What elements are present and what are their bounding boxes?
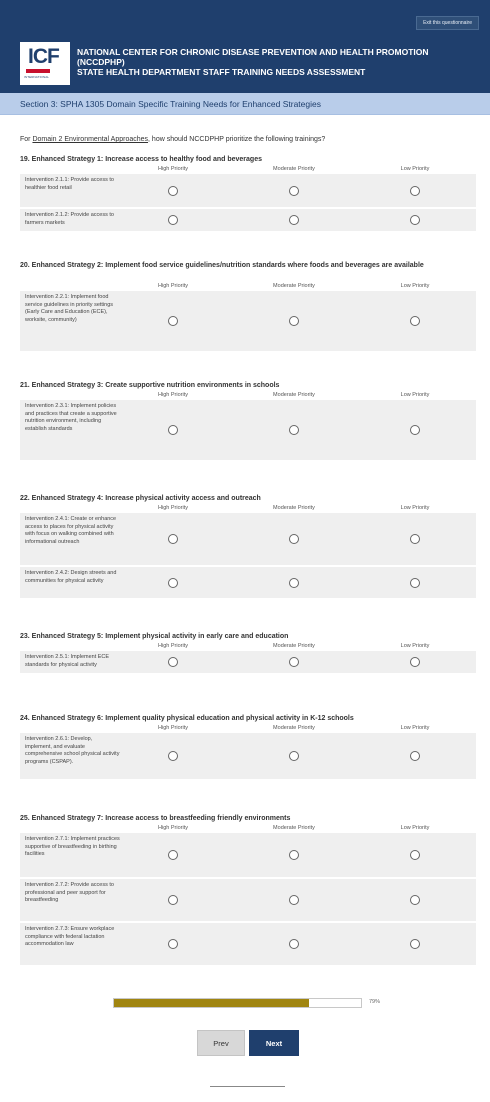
moderate-priority-radio[interactable] [289, 186, 299, 196]
high-priority-radio[interactable] [168, 186, 178, 196]
question-title: 22. Enhanced Strategy 4: Increase physical activity access and outreach [20, 495, 261, 502]
domain-link[interactable]: Domain 2 Environmental Approaches [32, 136, 149, 143]
moderate-priority-radio[interactable] [289, 316, 299, 326]
intervention-label: Intervention 2.7.3: Ensure workplace compliance with federal lactation accommodation law [25, 926, 115, 947]
icf-logo [20, 42, 70, 85]
high-priority-radio[interactable] [168, 657, 178, 667]
moderate-priority-radio[interactable] [289, 215, 299, 225]
column-header: High Priority [158, 725, 188, 731]
low-priority-radio[interactable] [410, 215, 420, 225]
prev-button[interactable]: Prev [197, 1030, 245, 1056]
intervention-label: Intervention 2.1.2: Provide access to farmers markets [25, 212, 114, 226]
header-title-line1: NATIONAL CENTER FOR CHRONIC DISEASE PREVENTION AND HEALTH PROMOTION [77, 47, 429, 57]
intervention-label: Intervention 2.4.2: Design streets and communities for physical activity [25, 570, 117, 584]
question-block [20, 154, 476, 233]
next-button[interactable]: Next [249, 1030, 299, 1056]
logo-accent-bar [26, 69, 50, 73]
intervention-label: Intervention 2.1.1: Provide access to healthier food retail [25, 177, 114, 191]
moderate-priority-radio[interactable] [289, 578, 299, 588]
intervention-row [20, 651, 476, 673]
question-title: 25. Enhanced Strategy 7: Increase access to breastfeeding friendly environments [20, 815, 291, 822]
column-header: Moderate Priority [273, 166, 315, 172]
low-priority-radio[interactable] [410, 186, 420, 196]
question-block [20, 260, 476, 353]
column-headers [20, 164, 476, 174]
column-header: High Priority [158, 166, 188, 172]
column-headers [20, 503, 476, 513]
moderate-priority-radio[interactable] [289, 939, 299, 949]
column-header: Low Priority [400, 725, 430, 731]
question-block [20, 493, 476, 600]
intro-suffix: , how should NCCDPHP prioritize the following trainings? [148, 136, 326, 143]
column-headers [20, 641, 476, 651]
intervention-row [20, 879, 476, 921]
question-block [20, 380, 476, 462]
column-header: High Priority [158, 505, 188, 511]
column-header: Low Priority [400, 283, 430, 289]
low-priority-radio[interactable] [410, 425, 420, 435]
high-priority-radio[interactable] [168, 751, 178, 761]
column-header: High Priority [158, 643, 188, 649]
question-title: 21. Enhanced Strategy 3: Create supportive nutrition environments in schools [20, 382, 280, 389]
column-header: High Priority [158, 825, 188, 831]
logo-text: ICF [28, 45, 59, 68]
high-priority-radio[interactable] [168, 316, 178, 326]
intervention-row [20, 513, 476, 565]
moderate-priority-radio[interactable] [289, 850, 299, 860]
intervention-row [20, 291, 476, 351]
column-header: Moderate Priority [273, 643, 315, 649]
moderate-priority-radio[interactable] [289, 895, 299, 905]
column-header: High Priority [158, 392, 188, 398]
column-header: Low Priority [400, 392, 430, 398]
header-title-line2: (NCCDPHP) [77, 57, 125, 67]
intervention-label: Intervention 2.5.1: Implement ECE standards for physical activity [25, 654, 110, 668]
column-header: Moderate Priority [273, 283, 315, 289]
low-priority-radio[interactable] [410, 850, 420, 860]
question-title: 19. Enhanced Strategy 1: Increase access to healthy food and beverages [20, 156, 262, 163]
column-header: Low Priority [400, 166, 430, 172]
column-headers [20, 723, 476, 733]
column-header: Moderate Priority [273, 505, 315, 511]
intervention-label: Intervention 2.7.1: Implement practices supportive of breastfeeding in birthing facilities [25, 836, 120, 857]
moderate-priority-radio[interactable] [289, 657, 299, 667]
column-headers [20, 281, 476, 291]
question-block [20, 713, 476, 781]
moderate-priority-radio[interactable] [289, 425, 299, 435]
column-headers [20, 823, 476, 833]
low-priority-radio[interactable] [410, 751, 420, 761]
intervention-row [20, 567, 476, 598]
exit-questionnaire-button[interactable]: Exit this questionnaire [416, 16, 479, 30]
column-header: Low Priority [400, 825, 430, 831]
intervention-label: Intervention 2.2.1: Implement food service guidelines in priority settings (Early Care and Education (ECE), worksite, community) [25, 294, 114, 323]
column-header: Moderate Priority [273, 825, 315, 831]
intervention-row [20, 209, 476, 231]
column-header: Moderate Priority [273, 725, 315, 731]
intervention-label: Intervention 2.4.1: Create or enhance access to places for physical activity with focus on walking combined with informational outreach [25, 516, 117, 545]
survey-header [0, 0, 490, 93]
moderate-priority-radio[interactable] [289, 534, 299, 544]
column-header: High Priority [158, 283, 188, 289]
intervention-row [20, 923, 476, 965]
question-title: 20. Enhanced Strategy 2: Implement food service guidelines/nutrition standards where foods and beverages are available [20, 262, 424, 269]
intervention-row [20, 833, 476, 877]
moderate-priority-radio[interactable] [289, 751, 299, 761]
column-header: Low Priority [400, 643, 430, 649]
question-block [20, 631, 476, 675]
high-priority-radio[interactable] [168, 578, 178, 588]
low-priority-radio[interactable] [410, 534, 420, 544]
intervention-row [20, 174, 476, 207]
low-priority-radio[interactable] [410, 316, 420, 326]
intervention-label: Intervention 2.3.1: Implement policies and practices that create a supportive nutrition environment, including establish standards [25, 403, 117, 432]
column-headers [20, 390, 476, 400]
high-priority-radio[interactable] [168, 939, 178, 949]
question-title: 23. Enhanced Strategy 5: Implement physical activity in early care and education [20, 633, 289, 640]
high-priority-radio[interactable] [168, 215, 178, 225]
progress-bar [113, 998, 362, 1008]
section-title: Section 3: SPHA 1305 Domain Specific Training Needs for Enhanced Strategies [20, 99, 321, 109]
question-block [20, 813, 476, 967]
intervention-row [20, 733, 476, 779]
high-priority-radio[interactable] [168, 895, 178, 905]
question-title: 24. Enhanced Strategy 6: Implement quality physical education and physical activity in K-12 schools [20, 715, 354, 722]
high-priority-radio[interactable] [168, 534, 178, 544]
column-header: Moderate Priority [273, 392, 315, 398]
low-priority-radio[interactable] [410, 939, 420, 949]
footer-divider [210, 1086, 285, 1087]
progress-label: 79% [369, 999, 381, 1005]
intervention-label: Intervention 2.6.1: Develop, implement, and evaluate comprehensive school physical activity programs (CSPAP). [25, 736, 120, 765]
header-title-line3: STATE HEALTH DEPARTMENT STAFF TRAINING NEEDS ASSESSMENT [77, 67, 366, 77]
intervention-row [20, 400, 476, 460]
intervention-label: Intervention 2.7.2: Provide access to professional and peer support for breastfeeding [25, 882, 114, 903]
high-priority-radio[interactable] [168, 425, 178, 435]
logo-subtext: INTERNATIONAL [24, 75, 50, 79]
column-header: Low Priority [400, 505, 430, 511]
low-priority-radio[interactable] [410, 895, 420, 905]
header-title [77, 47, 472, 77]
progress-fill [114, 999, 309, 1007]
low-priority-radio[interactable] [410, 657, 420, 667]
intro-prefix: For [20, 136, 33, 143]
low-priority-radio[interactable] [410, 578, 420, 588]
high-priority-radio[interactable] [168, 850, 178, 860]
section-bar [0, 93, 490, 115]
intro-question [20, 136, 325, 143]
